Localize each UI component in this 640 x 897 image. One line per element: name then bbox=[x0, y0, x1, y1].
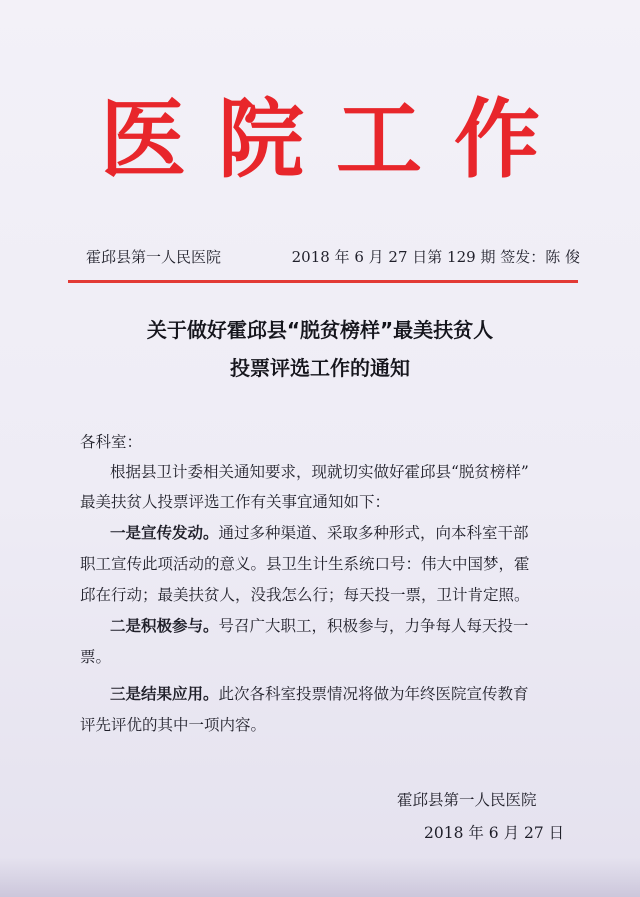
section-1-line-1 bbox=[110, 521, 610, 543]
section-2-text: 号召广大职工，积极参与，力争每人每天投一 bbox=[218, 617, 529, 635]
masthead-char: 医 bbox=[100, 89, 186, 190]
document-title-line-2: 投票评选工作的通知 bbox=[230, 356, 410, 380]
intro-line-2: 最美扶贫人投票评选工作有关事宜通知如下： bbox=[80, 493, 391, 511]
red-divider bbox=[68, 280, 578, 283]
signature-date: 2018 年 6 月 27 日 bbox=[424, 824, 565, 842]
page-edge-shadow bbox=[0, 857, 640, 897]
issue-line bbox=[86, 246, 580, 270]
issuing-organization: 霍邱县第一人民医院 bbox=[86, 248, 222, 266]
section-3-text: 此次各科室投票情况将做为年终医院宣传教育 bbox=[218, 685, 529, 703]
section-3-line-2: 评先评优的其中一项内容。 bbox=[80, 716, 267, 734]
section-2-heading: 二是积极参与。 bbox=[110, 617, 219, 635]
section-2-line-1 bbox=[110, 614, 610, 636]
section-2-line-2: 票。 bbox=[80, 648, 112, 666]
issue-info: 2018 年 6 月 27 日第 129 期 签发：陈 俊 bbox=[291, 248, 580, 266]
masthead-char: 院 bbox=[218, 89, 304, 190]
intro-line-1: 根据县卫计委相关通知要求，现就切实做好霍邱县“脱贫榜样” bbox=[110, 463, 529, 481]
document-title-line-1: 关于做好霍邱县“脱贫榜样”最美扶贫人 bbox=[146, 318, 494, 342]
section-1-text: 通过多种渠道、采取多种形式，向本科室干部 bbox=[218, 524, 529, 542]
masthead-title bbox=[100, 90, 540, 190]
section-1-line-3: 邱在行动；最美扶贫人，没我怎么行；每天投一票，卫计肯定照。 bbox=[80, 586, 530, 604]
section-3-heading: 三是结果应用。 bbox=[110, 685, 219, 703]
salutation: 各科室： bbox=[80, 433, 143, 451]
section-1-heading: 一是宣传发动。 bbox=[110, 524, 219, 542]
masthead-char: 工 bbox=[336, 89, 422, 190]
signature-organization: 霍邱县第一人民医院 bbox=[397, 791, 537, 809]
section-3-line-1 bbox=[110, 682, 610, 704]
masthead-char: 作 bbox=[454, 89, 540, 190]
section-1-line-2: 职工宣传此项活动的意义。县卫生计生系统口号：伟大中国梦，霍 bbox=[80, 555, 530, 573]
